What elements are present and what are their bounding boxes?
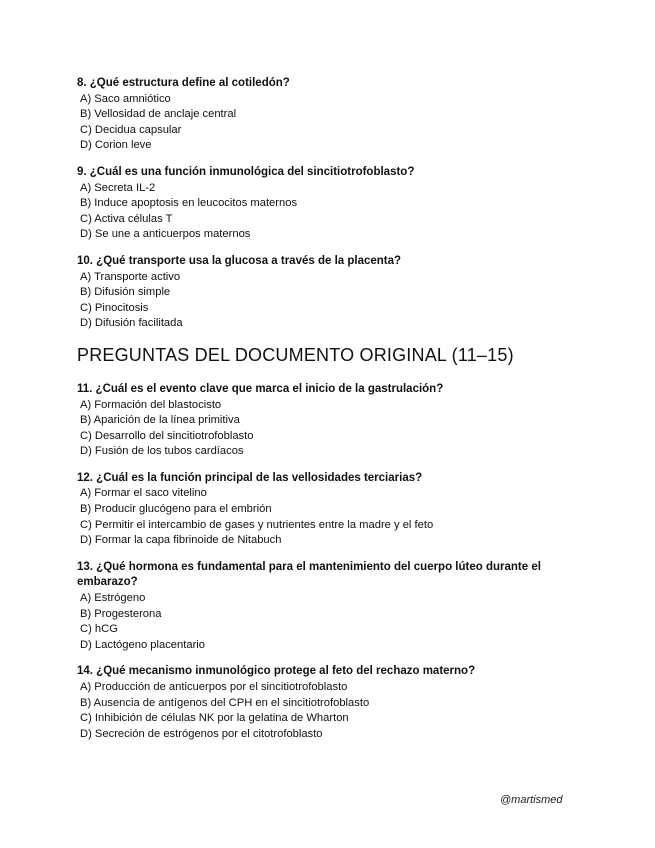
question-14 (77, 664, 577, 742)
option-c: C) Desarrollo del sincitiotrofoblasto (80, 429, 254, 442)
option-d: D) Lactógeno placentario (80, 638, 206, 651)
option-c: C) Inhibición de células NK por la gelatina de Wharton (80, 712, 349, 725)
question-9 (77, 165, 577, 243)
question-11 (77, 382, 577, 460)
question-title: 8. ¿Qué estructura define al cotiledón? (77, 77, 290, 89)
option-b: B) Difusión simple (80, 286, 171, 299)
option-d: D) Corion leve (80, 139, 152, 152)
question-13 (77, 560, 577, 654)
question-12 (77, 471, 577, 549)
option-a: A) Saco amniótico (80, 92, 171, 105)
option-a: A) Transporte activo (80, 270, 181, 283)
question-8 (77, 76, 577, 154)
question-title: 11. ¿Cuál es el evento clave que marca el inicio de la gastrulación? (77, 382, 444, 395)
option-c: C) Activa células T (80, 212, 173, 225)
option-b: B) Vellosidad de anclaje central (80, 108, 237, 121)
question-title: 13. ¿Qué hormona es fundamental para el mantenimiento del cuerpo lúteo durante el embarazo? (77, 560, 541, 589)
question-10 (77, 254, 577, 332)
option-b: B) Producir glucógeno para el embrión (80, 503, 272, 516)
option-a: A) Formación del blastocisto (80, 398, 222, 411)
question-title: 14. ¿Qué mecanismo inmunológico protege al feto del rechazo materno? (77, 665, 476, 678)
option-c: C) hCG (80, 623, 118, 636)
option-d: D) Se une a anticuerpos maternos (80, 228, 251, 241)
question-title: 10. ¿Qué transporte usa la glucosa a través de la placenta? (77, 254, 402, 267)
document-page (77, 76, 577, 753)
option-c: C) Pinocitosis (80, 301, 149, 314)
option-a: A) Estrógeno (80, 592, 146, 605)
option-a: A) Formar el saco vitelino (80, 487, 207, 500)
option-b: B) Aparición de la línea primitiva (80, 414, 240, 427)
option-c: C) Permitir el intercambio de gases y nutrientes entre la madre y el feto (80, 518, 434, 531)
option-d: D) Difusión facilitada (80, 317, 183, 330)
option-b: B) Progesterona (80, 607, 162, 620)
question-title: 12. ¿Cuál es la función principal de las vellosidades terciarias? (77, 471, 423, 484)
option-a: A) Secreta IL-2 (80, 181, 156, 194)
option-a: A) Producción de anticuerpos por el sincitiotrofoblasto (80, 681, 348, 693)
author-signature: @martismed (500, 794, 563, 806)
option-b: B) Ausencia de antígenos del CPH en el sincitiotrofoblasto (80, 696, 370, 709)
option-b: B) Induce apoptosis en leucocitos maternos (80, 197, 298, 210)
section-heading: PREGUNTAS DEL DOCUMENTO ORIGINAL (11–15) (77, 344, 514, 365)
option-d: D) Secreción de estrógenos por el citotrofoblasto (80, 727, 323, 740)
option-d: D) Formar la capa fibrinoide de Nitabuch (80, 534, 282, 547)
question-title: 9. ¿Cuál es una función inmunológica del sincitiotrofoblasto? (77, 165, 415, 178)
option-d: D) Fusión de los tubos cardíacos (80, 445, 244, 458)
option-c: C) Decidua capsular (80, 123, 182, 136)
